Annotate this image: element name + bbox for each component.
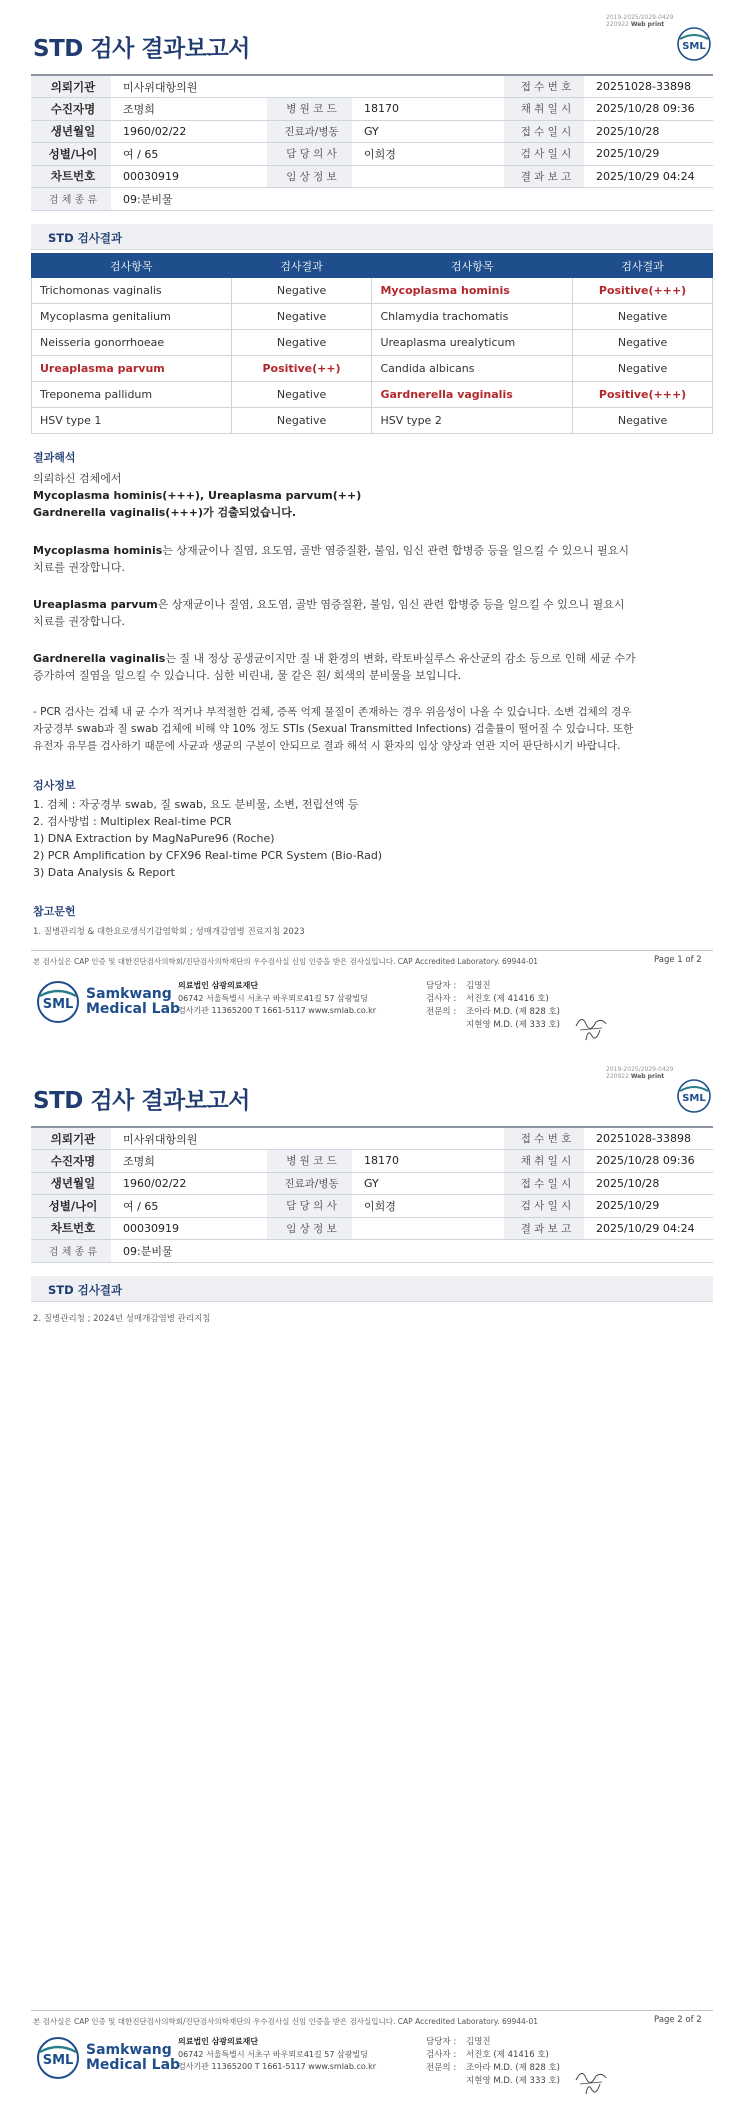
label-collect-date: 채 취 일 시 [504,98,584,121]
staff-value: 조아라 M.D. (제 828 호) [466,1007,561,1017]
test-info-item: 1) DNA Extraction by MagNaPure96 (Roche) [33,832,275,845]
table-row [32,382,713,408]
test-item-result: Negative [573,356,713,382]
footer-notice: 본 검사실은 CAP 인증 및 대한진단검사의학회/진단검사의학재단의 우수검사실 신임 인증을 받은 검사실입니다. CAP Accredited Laboratory. 69944-01 [33,957,539,966]
references-heading: 참고문헌 [33,905,76,918]
label-birth: 생년월일 [31,1172,111,1195]
value-name: 조명희 [111,98,267,121]
value-requester: 미사위대항의원 [111,1127,504,1150]
test-item-result: Negative [231,304,372,330]
value-birth: 1960/02/22 [111,1172,267,1195]
test-item-name: Candida albicans [372,356,573,382]
value-specimen: 09:분비물 [111,188,713,211]
staff-info [426,980,560,1032]
organism-text: 은 상재균이나 질염, 요도염, 골반 염증질환, 불임, 임신 관련 합병증 등을 일으킬 수 있으니 필요시 [157,598,625,611]
test-info-list [33,796,705,881]
footer-divider [31,950,713,951]
label-sex-age: 성별/나이 [31,143,111,166]
value-clinical [352,1217,504,1240]
page-number: Page 2 of 2 [654,2015,702,2025]
test-item-result: Negative [573,330,713,356]
up-paragraph [33,596,705,630]
value-receipt-date: 2025/10/28 [584,120,713,143]
label-dept: 진료과/병동 [267,1172,352,1195]
mh-paragraph [33,542,705,576]
sml-logo-icon [676,26,712,62]
test-item-name: Ureaplasma parvum [32,356,232,382]
label-hospital-code: 병 원 코 드 [267,98,352,121]
staff-label: 담당자 : [426,981,457,991]
test-item-result: Negative [573,304,713,330]
footer-divider [31,2010,713,2011]
test-item-name: Neisseria gonorrhoeae [32,330,232,356]
test-item-result: Negative [231,382,372,408]
pcr-notice [33,704,705,755]
organism-text: 치료를 권장합니다. [33,615,126,628]
patient-info-table [31,74,713,211]
label-hospital-code: 병 원 코 드 [267,1150,352,1173]
test-item-name: HSV type 2 [372,408,573,434]
staff-info [426,2036,560,2088]
intro-line: Mycoplasma hominis(+++), Ureaplasma parvum(++) [33,489,362,502]
page-number: Page 1 of 2 [654,955,702,965]
test-item-result: Positive(+++) [573,382,713,408]
label-receipt-date: 접 수 일 시 [504,120,584,143]
value-test-date: 2025/10/29 [584,143,713,166]
sml-footer-logo-icon [36,980,80,1024]
stamp-line: 2019-2025/2029-0429 [606,1066,674,1073]
report-title: STD 검사 결과보고서 [33,36,250,62]
gv-paragraph [33,650,705,684]
stamp-web: Web print [630,21,665,28]
test-item-result: Negative [231,408,372,434]
test-item-name: Treponema pallidum [32,382,232,408]
label-dept: 진료과/병동 [267,120,352,143]
pcr-line: 유전자 유무를 검사하기 때문에 사균과 생균의 구분이 안되므로 결과 해석 시 환자의 임상 양상과 연관 지어 판단하시기 바랍니다. [33,740,621,752]
logo-text: SML [682,41,706,52]
test-item-name: Mycoplasma genitalium [32,304,232,330]
test-info-item: 3) Data Analysis & Report [33,866,175,879]
org-address: 06742 서울특별시 서초구 바우뫼로41길 57 삼광빌딩 [178,993,368,1003]
staff-value: 김명진 [466,981,491,991]
value-receipt-no: 20251028-33898 [584,75,713,98]
staff-label: 검사자 : [426,994,457,1004]
value-collect-date: 2025/10/28 09:36 [584,98,713,121]
label-test-date: 검 사 일 시 [504,1195,584,1218]
label-clinical: 임 상 정 보 [267,1217,352,1240]
staff-value: 김명진 [466,2037,491,2047]
label-receipt-no: 접 수 번 호 [504,1127,584,1150]
results-body [32,278,713,434]
brand-line: Medical Lab [86,2057,181,2073]
sml-footer-logo-icon [36,2036,80,2080]
label-clinical: 임 상 정 보 [267,165,352,188]
value-name: 조명희 [111,1150,267,1173]
value-birth: 1960/02/22 [111,120,267,143]
brand-line: Samkwang [86,986,172,1002]
test-item-name: Gardnerella vaginalis [372,382,573,408]
org-name: 의료법인 삼광의료재단 [178,981,259,990]
staff-label: 전문의 : [426,1007,457,1017]
results-table [31,253,713,434]
stamp-web: Web print [630,1073,665,1080]
stamp-line: 220922 [606,21,629,28]
test-item-result: Negative [573,408,713,434]
value-clinical [352,165,504,188]
pcr-line: 자궁경부 swab과 질 swab 검체에 비해 약 10% 정도 STIs (Sexual Transmitted Infections) 검출률이 떨어질 수 있습니다. 또한 [33,723,634,735]
print-stamp [606,1066,673,1080]
label-receipt-no: 접 수 번 호 [504,75,584,98]
value-chart-no: 00030919 [111,1217,267,1240]
value-hospital-code: 18170 [352,1150,504,1173]
staff-label: 검사자 : [426,2050,457,2060]
test-item-result: Negative [231,330,372,356]
value-receipt-no: 20251028-33898 [584,1127,713,1150]
sml-logo-icon [676,1078,712,1114]
brand-name [86,987,180,1017]
staff-label: 담당자 : [426,2037,457,2047]
intro-line: Gardnerella vaginalis(+++)가 검출되었습니다. [33,506,297,519]
label-sex-age: 성별/나이 [31,1195,111,1218]
pcr-line: - PCR 검사는 검체 내 균 수가 적거나 부적절한 검체, 증폭 억제 물질이 존재하는 경우 위음성이 나올 수 있습니다. 소변 검체의 경우 [33,706,632,718]
brand-name [86,2043,180,2073]
organism-text: 치료를 권장합니다. [33,561,126,574]
label-name: 수진자명 [31,1150,111,1173]
label-chart-no: 차트번호 [31,165,111,188]
test-item-result: Negative [231,278,372,304]
test-item-name: Mycoplasma hominis [372,278,573,304]
organism-text: 는 상재균이나 질염, 요도염, 골반 염증질환, 불임, 임신 관련 합병증 등을 일으킬 수 있으니 필요시 [162,544,630,557]
results-section-band [31,1276,713,1302]
print-stamp [606,14,673,28]
organism-text: 는 질 내 정상 공생균이지만 질 내 환경의 변화, 락토바실루스 유산균의 감소 등으로 인해 세균 수가 [165,652,636,665]
table-row [32,278,713,304]
label-report-date: 결 과 보 고 [504,1217,584,1240]
org-address: 06742 서울특별시 서초구 바우뫼로41길 57 삼광빌딩 [178,2049,368,2059]
table-row [32,408,713,434]
organism-name: Ureaplasma parvum [33,598,158,611]
brand-line: Medical Lab [86,1001,181,1017]
stamp-line: 220922 [606,1073,629,1080]
test-item-result: Positive(+++) [573,278,713,304]
value-chart-no: 00030919 [111,165,267,188]
organism-name: Gardnerella vaginalis [33,652,166,665]
test-info-item: 2. 검사방법 : Multiplex Real-time PCR [33,815,232,828]
test-item-name: Ureaplasma urealyticum [372,330,573,356]
value-receipt-date: 2025/10/28 [584,1172,713,1195]
test-item-name: Trichomonas vaginalis [32,278,232,304]
label-collect-date: 채 취 일 시 [504,1150,584,1173]
label-chart-no: 차트번호 [31,1217,111,1240]
value-specimen: 09:분비물 [111,1240,713,1263]
test-info-item: 1. 검체 : 자궁경부 swab, 질 swab, 요도 분비물, 소변, 전립선액 등 [33,798,359,811]
org-name: 의료법인 삼광의료재단 [178,2037,259,2046]
staff-value: 서진호 (제 41416 호) [466,2050,549,2060]
org-contact: 검사기관 11365200 T 1661-5117 www.smlab.co.kr [178,1006,377,1015]
value-test-date: 2025/10/29 [584,1195,713,1218]
label-specimen: 검 체 종 류 [31,1240,111,1263]
results-header: 검사항목 [32,254,232,278]
value-doctor: 이희경 [352,1195,504,1218]
value-report-date: 2025/10/29 04:24 [584,165,713,188]
stamp-line: 2019-2025/2029-0429 [606,14,674,21]
label-doctor: 담 당 의 사 [267,143,352,166]
label-specimen: 검 체 종 류 [31,188,111,211]
label-test-date: 검 사 일 시 [504,143,584,166]
value-sex-age: 여 / 65 [111,143,267,166]
test-info-item: 2) PCR Amplification by CFX96 Real-time PCR System (Bio-Rad) [33,849,383,862]
value-requester: 미사위대항의원 [111,75,504,98]
logo-text: SML [682,1093,706,1104]
label-requester: 의뢰기관 [31,75,111,98]
value-report-date: 2025/10/29 04:24 [584,1217,713,1240]
interpretation-heading: 결과해석 [33,451,76,464]
label-receipt-date: 접 수 일 시 [504,1172,584,1195]
test-item-name: Chlamydia trachomatis [372,304,573,330]
results-header: 검사결과 [231,254,372,278]
staff-value: 지현영 M.D. (제 333 호) [466,1020,561,1030]
value-sex-age: 여 / 65 [111,1195,267,1218]
interpretation-intro [33,470,705,521]
organism-name: Mycoplasma hominis [33,544,163,557]
logo-text: SML [42,997,74,1012]
reference-item: 1. 질병관리청 & 대한요로생식기감염학회 ; 성매개감염병 진료지침 2023 [33,927,305,937]
value-hospital-code: 18170 [352,98,504,121]
staff-value: 서진호 (제 41416 호) [466,994,549,1004]
value-dept: GY [352,120,504,143]
results-section-title: STD 검사결과 [48,231,123,245]
signature-icon [582,1026,604,1044]
label-doctor: 담 당 의 사 [267,1195,352,1218]
results-section-band [31,224,713,250]
label-name: 수진자명 [31,98,111,121]
test-item-result: Positive(++) [231,356,372,382]
value-dept: GY [352,1172,504,1195]
brand-line: Samkwang [86,2042,172,2058]
table-row [32,356,713,382]
signature-icon [582,2080,604,2098]
report-title: STD 검사 결과보고서 [33,1088,250,1114]
results-header: 검사항목 [372,254,573,278]
table-row [32,330,713,356]
staff-label: 전문의 : [426,2063,457,2073]
value-collect-date: 2025/10/28 09:36 [584,1150,713,1173]
results-section-title: STD 검사결과 [48,1283,123,1297]
staff-value: 조아라 M.D. (제 828 호) [466,2063,561,2073]
organism-text: 증가하여 질염을 일으킬 수 있습니다. 심한 비린내, 물 같은 흰/ 회색의 분비물을 보입니다. [33,669,462,682]
org-contact: 검사기관 11365200 T 1661-5117 www.smlab.co.kr [178,2062,377,2071]
report-page-2 [0,1052,744,2104]
org-info [178,980,408,1018]
org-info [178,2036,408,2074]
intro-line: 의뢰하신 검체에서 [33,472,122,485]
test-info-heading: 검사정보 [33,779,76,792]
table-row [32,304,713,330]
staff-value: 지현영 M.D. (제 333 호) [466,2076,561,2086]
label-birth: 생년월일 [31,120,111,143]
test-item-name: HSV type 1 [32,408,232,434]
footer-notice: 본 검사실은 CAP 인증 및 대한진단검사의학회/진단검사의학재단의 우수검사실 신임 인증을 받은 검사실입니다. CAP Accredited Laboratory. 69944-01 [33,2017,539,2026]
label-report-date: 결 과 보 고 [504,165,584,188]
label-requester: 의뢰기관 [31,1127,111,1150]
patient-info-table [31,1126,713,1263]
value-doctor: 이희경 [352,143,504,166]
results-header: 검사결과 [573,254,713,278]
reference-item: 2. 질병관리청 ; 2024년 성매개감염병 관리지침 [33,1314,211,1324]
logo-text: SML [42,2053,74,2068]
